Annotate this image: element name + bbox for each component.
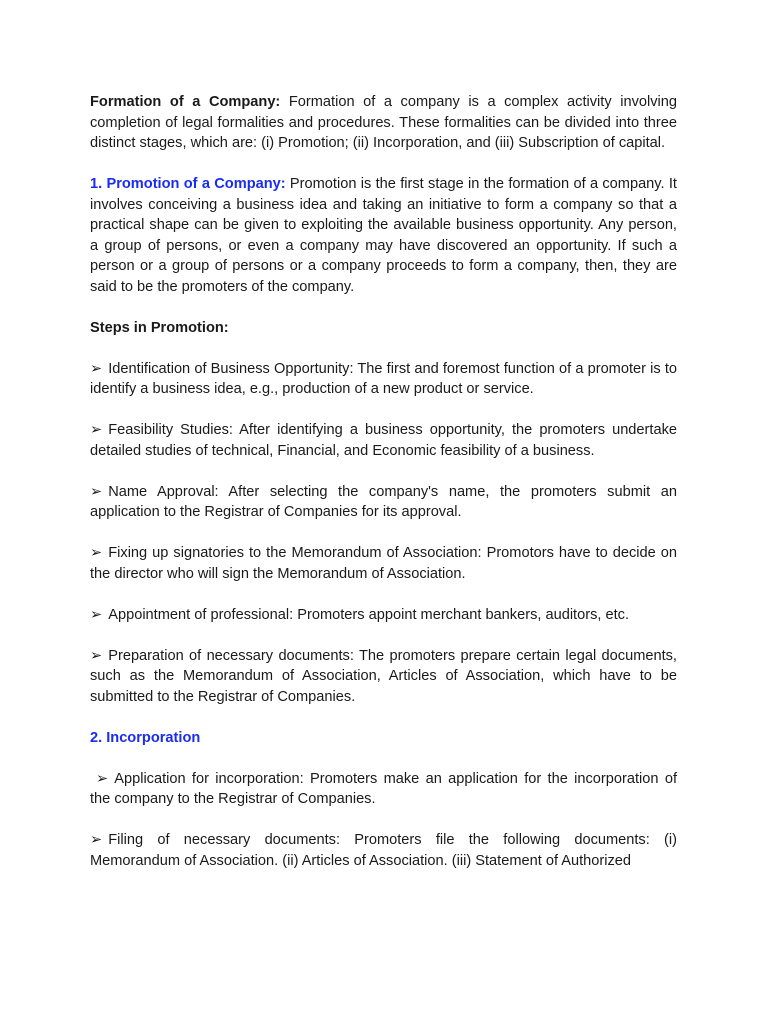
intro-paragraph	[90, 92, 677, 154]
incorporation-heading: 2. Incorporation	[90, 729, 201, 746]
step-text: Preparation of necessary documents: The promoters prepare certain legal documents, such as the Memorandum of Association, Articles of Association, which have to be submitted to the Registrar of Companies.	[90, 647, 677, 705]
arrow-bullet-icon: ➢	[90, 647, 103, 664]
incorporation-text: Application for incorporation: Promoters make an application for the incorporation of the company to the Registrar of Companies.	[90, 770, 677, 807]
step-item	[90, 646, 677, 708]
arrow-bullet-icon: ➢	[90, 422, 103, 438]
arrow-bullet-icon: ➢	[96, 770, 109, 787]
step-item	[90, 420, 677, 461]
arrow-bullet-icon: ➢	[90, 832, 103, 848]
incorporation-text: Filing of necessary documents: Promoters file the following documents: (i) Memorandum of Association. (ii) Articles of Association. (iii) Statement of Authorized	[90, 832, 677, 869]
step-text: Feasibility Studies: After identifying a business opportunity, the promoters undertake detailed studies of technical, Financial, and Economic feasibility of a business.	[90, 422, 677, 459]
step-text: Name Approval: After selecting the company's name, the promoters submit an application to the Registrar of Companies for its approval.	[90, 483, 677, 520]
promotion-paragraph	[90, 174, 677, 297]
step-item	[90, 359, 677, 400]
step-item	[90, 543, 677, 584]
step-item	[90, 482, 677, 523]
incorporation-item	[90, 830, 677, 871]
step-text: Fixing up signatories to the Memorandum of Association: Promotors have to decide on the director who will sign the Memorandum of Association.	[90, 545, 677, 582]
arrow-bullet-icon: ➢	[90, 483, 103, 500]
promotion-heading: 1. Promotion of a Company:	[90, 176, 286, 192]
step-text: Identification of Business Opportunity: The first and foremost function of a promoter is to identify a business idea, e.g., production of a new product or service.	[90, 360, 677, 397]
incorporation-item	[90, 769, 677, 810]
intro-heading: Formation of a Company:	[90, 94, 281, 110]
promotion-text: Promotion is the first stage in the formation of a company. It involves conceiving a business idea and taking an initiative to form a company so that a practical shape can be given to exploiting the available business opportunity. Any person, a group of persons, or even a company may have discovered an opportunity. If such a person or a group of persons or a company proceeds to form a company, then, they are said to be the promoters of the company.	[90, 176, 677, 295]
arrow-bullet-icon: ➢	[90, 545, 103, 561]
document-page	[90, 92, 677, 892]
steps-heading: Steps in Promotion:	[90, 319, 229, 336]
step-item	[90, 605, 677, 626]
arrow-bullet-icon: ➢	[90, 606, 103, 623]
step-text: Appointment of professional: Promoters appoint merchant bankers, auditors, etc.	[108, 606, 630, 623]
arrow-bullet-icon: ➢	[90, 360, 103, 377]
intro-text: Formation of a company is a complex activity involving completion of legal formalities and procedures. These formalities can be divided into three distinct stages, which are: (i) Promotion; (ii) Incorporation, and (iii) Subscription of capital.	[90, 94, 677, 151]
